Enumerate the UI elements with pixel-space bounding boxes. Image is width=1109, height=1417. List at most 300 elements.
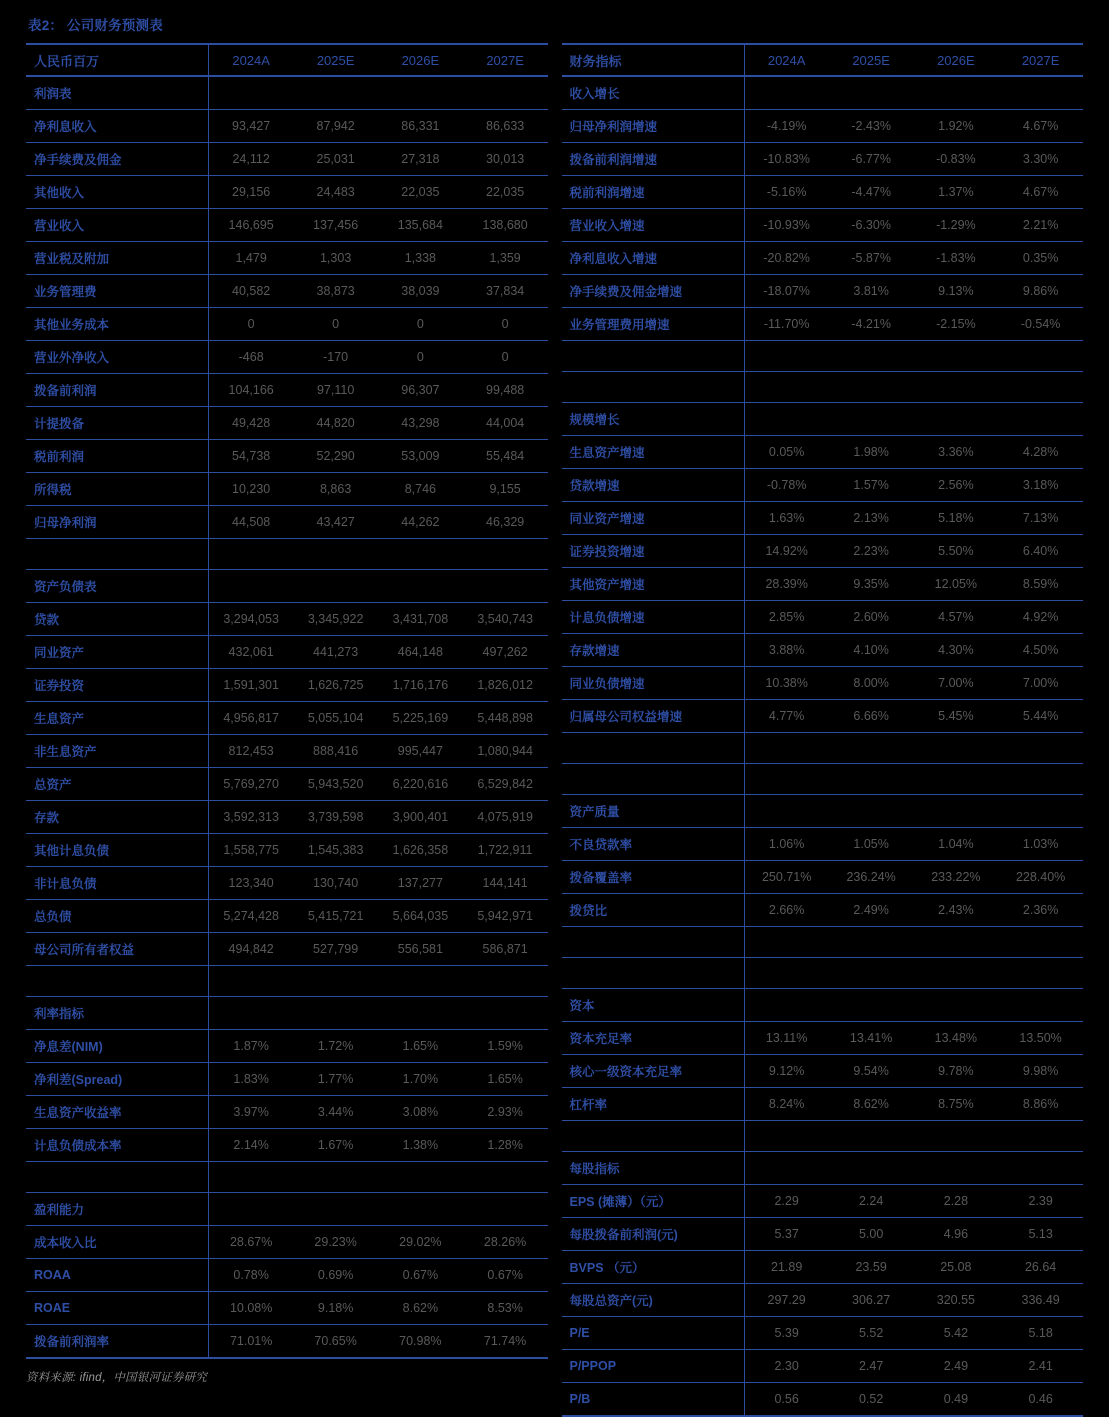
row-value: 70.65% [293,1325,378,1359]
row-label: 母公司所有者权益 [26,933,209,966]
row-value: 441,273 [293,636,378,669]
row-value: -20.82% [744,242,829,275]
row-label: 规模增长 [562,403,745,436]
left-financial-table [26,43,548,1359]
row-value [463,76,548,110]
row-value: 55,484 [463,440,548,473]
row-value: 44,262 [378,506,463,539]
row-value [378,570,463,603]
row-value: 2.93% [463,1096,548,1129]
row-value: 96,307 [378,374,463,407]
table-row [26,308,548,341]
row-value: 2.36% [998,894,1083,927]
row-label: ROAA [26,1259,209,1292]
row-value: 10,230 [209,473,294,506]
row-value: 497,262 [463,636,548,669]
row-value [463,539,548,570]
row-value: 888,416 [293,735,378,768]
row-value: 0 [463,341,548,374]
row-value: 93,427 [209,110,294,143]
left-header-2024a: 2024A [209,44,294,76]
row-label: 营业收入增速 [562,209,745,242]
row-value: 464,148 [378,636,463,669]
table-spacer-row [26,1162,548,1193]
left-column [26,43,548,1385]
row-value: 2.60% [829,601,914,634]
row-value: 3,431,708 [378,603,463,636]
row-value: 44,508 [209,506,294,539]
row-value [744,927,829,958]
table-spacer-row [26,966,548,997]
row-value: 2.66% [744,894,829,927]
row-value: 6,529,842 [463,768,548,801]
row-value: 5.45% [914,700,999,733]
row-label [562,764,745,795]
row-value: 1.92% [914,110,999,143]
row-label [562,1121,745,1152]
row-label [562,372,745,403]
row-value: 3.81% [829,275,914,308]
row-value [914,341,999,372]
right-header-2024a: 2024A [744,44,829,76]
row-value [914,927,999,958]
row-value [914,958,999,989]
row-label: 归母净利润 [26,506,209,539]
row-value [209,76,294,110]
row-value: 71.01% [209,1325,294,1359]
row-value: 5,274,428 [209,900,294,933]
row-label [26,966,209,997]
row-value: 9,155 [463,473,548,506]
row-value: 1.83% [209,1063,294,1096]
row-value [463,570,548,603]
row-value: 0.56 [744,1383,829,1417]
row-value: 527,799 [293,933,378,966]
row-value [463,1162,548,1193]
row-value: 29,156 [209,176,294,209]
row-value: 21.89 [744,1251,829,1284]
row-value: 30,013 [463,143,548,176]
row-value: -0.78% [744,469,829,502]
row-value: 1.03% [998,828,1083,861]
row-value: 8.86% [998,1088,1083,1121]
row-label: 资产负债表 [26,570,209,603]
row-value: 4.28% [998,436,1083,469]
row-value: 306.27 [829,1284,914,1317]
row-label [562,927,745,958]
row-label: 其他资产增速 [562,568,745,601]
row-value: 1.65% [463,1063,548,1096]
table-row [562,242,1084,275]
row-value: 70.98% [378,1325,463,1359]
row-value: 9.98% [998,1055,1083,1088]
table-row [562,1317,1084,1350]
row-value: -6.30% [829,209,914,242]
row-label: 成本收入比 [26,1226,209,1259]
row-value: 8.62% [378,1292,463,1325]
row-value: 5.44% [998,700,1083,733]
row-value: 0 [378,308,463,341]
row-value: 97,110 [293,374,378,407]
row-value: 46,329 [463,506,548,539]
two-column-table-layout [26,43,1083,1417]
right-table-body [562,76,1084,1416]
table-row [562,502,1084,535]
row-value: 2.30 [744,1350,829,1383]
row-value: 5,769,270 [209,768,294,801]
row-value: 8,746 [378,473,463,506]
row-value: 43,427 [293,506,378,539]
row-value: 28.67% [209,1226,294,1259]
table-row [562,308,1084,341]
row-value: 1,545,383 [293,834,378,867]
table-row [26,506,548,539]
row-value: 1.04% [914,828,999,861]
row-value: 6.40% [998,535,1083,568]
row-value: 0 [463,308,548,341]
row-label: 业务管理费用增速 [562,308,745,341]
table-row [26,702,548,735]
right-column [562,43,1084,1417]
table-row [26,1292,548,1325]
table-row [26,603,548,636]
table-section-row [26,997,548,1030]
row-value: 0.46 [998,1383,1083,1417]
table-spacer-row [562,1121,1084,1152]
row-value: 9.78% [914,1055,999,1088]
row-label: 生息资产收益率 [26,1096,209,1129]
row-value: 3,540,743 [463,603,548,636]
row-label [562,958,745,989]
row-value: 1,591,301 [209,669,294,702]
row-value: 10.38% [744,667,829,700]
row-value: 40,582 [209,275,294,308]
row-label: 每股拨备前利润(元) [562,1218,745,1251]
row-value: 123,340 [209,867,294,900]
row-value [914,989,999,1022]
table-row [26,1226,548,1259]
row-value: 3.44% [293,1096,378,1129]
row-value: 5,448,898 [463,702,548,735]
row-label: 拨备前利润 [26,374,209,407]
right-header-2026e: 2026E [914,44,999,76]
row-value: 9.86% [998,275,1083,308]
row-value: 146,695 [209,209,294,242]
row-value: 38,873 [293,275,378,308]
table-section-row [562,795,1084,828]
table-row [562,1284,1084,1317]
row-value: 7.00% [998,667,1083,700]
table-row [562,209,1084,242]
table-row [26,341,548,374]
row-label: EPS (摊薄）（元） [562,1185,745,1218]
row-value [744,733,829,764]
row-value: 9.54% [829,1055,914,1088]
row-value [998,795,1083,828]
row-label: 净利差(Spread) [26,1063,209,1096]
row-value [998,764,1083,795]
row-value: 28.26% [463,1226,548,1259]
row-value: 5,225,169 [378,702,463,735]
table-row [26,1325,548,1359]
table-row [26,143,548,176]
table-row [562,568,1084,601]
row-value: -2.43% [829,110,914,143]
row-value: 135,684 [378,209,463,242]
row-value [998,1121,1083,1152]
row-value: 1,558,775 [209,834,294,867]
row-value: -18.07% [744,275,829,308]
row-label: 其他收入 [26,176,209,209]
row-value [829,795,914,828]
row-label: 拨贷比 [562,894,745,927]
row-value: 4.96 [914,1218,999,1251]
row-value: 44,004 [463,407,548,440]
row-value: -10.83% [744,143,829,176]
row-value: 0.35% [998,242,1083,275]
table-row [562,828,1084,861]
row-label: 营业收入 [26,209,209,242]
row-value: 2.56% [914,469,999,502]
table-section-row [26,570,548,603]
row-label: 拨备前利润增速 [562,143,745,176]
table-spacer-row [562,733,1084,764]
row-value: 53,009 [378,440,463,473]
row-label: 业务管理费 [26,275,209,308]
row-value: 25,031 [293,143,378,176]
row-value: 2.43% [914,894,999,927]
table-row [26,374,548,407]
row-value [209,997,294,1030]
row-value: 0.49 [914,1383,999,1417]
table-row [562,469,1084,502]
row-value: -0.83% [914,143,999,176]
table-row [562,1088,1084,1121]
row-value: 4.92% [998,601,1083,634]
row-value: 432,061 [209,636,294,669]
row-value: 1,080,944 [463,735,548,768]
row-label: 资本充足率 [562,1022,745,1055]
table-row [26,407,548,440]
row-label: 非计息负债 [26,867,209,900]
row-value [744,989,829,1022]
row-value [998,958,1083,989]
row-value: 4,956,817 [209,702,294,735]
row-value: 3.08% [378,1096,463,1129]
row-value [744,76,829,110]
row-label: 每股总资产(元) [562,1284,745,1317]
table-row [562,1022,1084,1055]
row-value: 0 [293,308,378,341]
row-value: 3.36% [914,436,999,469]
row-value: 1.70% [378,1063,463,1096]
row-value: 137,456 [293,209,378,242]
row-label: 拨备前利润率 [26,1325,209,1359]
row-value: 812,453 [209,735,294,768]
row-value: 1.98% [829,436,914,469]
table-row [26,834,548,867]
row-value [914,1152,999,1185]
row-label [26,539,209,570]
row-value: -11.70% [744,308,829,341]
row-label: 净手续费及佣金 [26,143,209,176]
row-label: 归属母公司权益增速 [562,700,745,733]
row-value: 3,592,313 [209,801,294,834]
row-value: 9.35% [829,568,914,601]
table-row [26,209,548,242]
row-value: 4.30% [914,634,999,667]
row-value: 1.59% [463,1030,548,1063]
row-value: 2.23% [829,535,914,568]
row-label: 证券投资 [26,669,209,702]
row-value: 29.23% [293,1226,378,1259]
row-value: 320.55 [914,1284,999,1317]
row-value [829,733,914,764]
row-value: -4.21% [829,308,914,341]
row-value: 38,039 [378,275,463,308]
table-row [562,700,1084,733]
row-value: 2.49 [914,1350,999,1383]
table-section-row [26,76,548,110]
table-row [562,1350,1084,1383]
row-value: 49,428 [209,407,294,440]
row-value: 1,626,358 [378,834,463,867]
row-value: 4.77% [744,700,829,733]
row-value: 5.18% [914,502,999,535]
row-label: P/PPOP [562,1350,745,1383]
table-row [26,1129,548,1162]
row-label: 核心一级资本充足率 [562,1055,745,1088]
row-value [998,76,1083,110]
row-value: 138,680 [463,209,548,242]
left-header-row [26,44,548,76]
row-label: 资本 [562,989,745,1022]
row-label: 所得税 [26,473,209,506]
row-value: 4.10% [829,634,914,667]
row-value: 86,331 [378,110,463,143]
row-label: 计息负债成本率 [26,1129,209,1162]
row-value: 3,345,922 [293,603,378,636]
row-value: 1.28% [463,1129,548,1162]
table-row [562,894,1084,927]
row-value: 1,479 [209,242,294,275]
row-value: 3.97% [209,1096,294,1129]
row-value: 13.11% [744,1022,829,1055]
row-value: 14.92% [744,535,829,568]
table-spacer-row [562,341,1084,372]
row-value: 71.74% [463,1325,548,1359]
table-row [562,601,1084,634]
row-value: -4.19% [744,110,829,143]
row-value: 29.02% [378,1226,463,1259]
table-section-row [562,1152,1084,1185]
table-row [26,1030,548,1063]
row-value: 336.49 [998,1284,1083,1317]
row-value: 8.62% [829,1088,914,1121]
row-value: 556,581 [378,933,463,966]
table-row [562,667,1084,700]
row-value: 13.48% [914,1022,999,1055]
row-value: 1.87% [209,1030,294,1063]
row-value: 24,112 [209,143,294,176]
row-value [829,1121,914,1152]
table-row [562,176,1084,209]
row-value: 0 [378,341,463,374]
row-value: 2.21% [998,209,1083,242]
row-label: 净息差(NIM) [26,1030,209,1063]
row-value: 7.13% [998,502,1083,535]
row-value [829,76,914,110]
row-value: 7.00% [914,667,999,700]
row-value: 5.52 [829,1317,914,1350]
row-value: -468 [209,341,294,374]
row-value: 0.05% [744,436,829,469]
row-value: 236.24% [829,861,914,894]
row-value [744,764,829,795]
row-value: 13.50% [998,1022,1083,1055]
row-value: 2.41 [998,1350,1083,1383]
row-label: 计息负债增速 [562,601,745,634]
row-value [378,1162,463,1193]
table-row [562,535,1084,568]
row-value [209,966,294,997]
row-value [744,403,829,436]
row-value: 44,820 [293,407,378,440]
row-label: 同业负债增速 [562,667,745,700]
row-value [293,1162,378,1193]
row-value [744,1152,829,1185]
row-value [914,76,999,110]
row-value [744,341,829,372]
row-value: 8.24% [744,1088,829,1121]
row-label: 收入增长 [562,76,745,110]
row-value [914,403,999,436]
right-header-2027e: 2027E [998,44,1083,76]
table-row [26,768,548,801]
row-value: 0.78% [209,1259,294,1292]
row-value: 2.85% [744,601,829,634]
row-value: 1,722,911 [463,834,548,867]
row-value [914,733,999,764]
row-label: 存款增速 [562,634,745,667]
row-value: 1.67% [293,1129,378,1162]
left-header-2027e: 2027E [463,44,548,76]
right-header-label: 财务指标 [562,44,745,76]
row-value: 5.00 [829,1218,914,1251]
table-row [562,1185,1084,1218]
row-label: ROAE [26,1292,209,1325]
row-value [914,1121,999,1152]
row-value: 1,626,725 [293,669,378,702]
row-value: 4.57% [914,601,999,634]
row-value: 5,943,520 [293,768,378,801]
row-label: 归母净利润增速 [562,110,745,143]
row-value: 2.39 [998,1185,1083,1218]
row-value: -4.47% [829,176,914,209]
row-value: 8.75% [914,1088,999,1121]
table-row [562,275,1084,308]
row-label: 杠杆率 [562,1088,745,1121]
row-label: BVPS （元） [562,1251,745,1284]
row-value: 5.42 [914,1317,999,1350]
row-value [293,539,378,570]
row-value: 2.13% [829,502,914,535]
row-value: 1.37% [914,176,999,209]
row-value: -5.16% [744,176,829,209]
left-header-2026e: 2026E [378,44,463,76]
table-spacer-row [562,764,1084,795]
table-spacer-row [562,958,1084,989]
